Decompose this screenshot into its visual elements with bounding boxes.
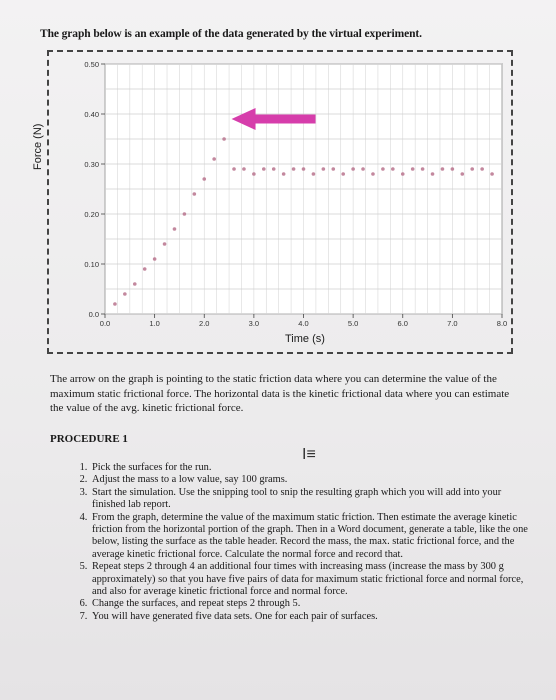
x-tick-label: 3.0	[248, 319, 260, 328]
data-point	[282, 172, 286, 176]
data-point	[163, 242, 167, 246]
x-tick-label: 7.0	[447, 319, 458, 328]
data-point	[312, 172, 316, 176]
data-point	[252, 172, 256, 176]
data-point	[133, 282, 137, 286]
step-item: 5. Repeat steps 2 through 4 an additional four times with increasing mass (increase the mass by 300 g approximately) so that you have five pairs of data for maximum static frictional force and normal force, and also for average kinetic frictional force and normal force.	[90, 561, 530, 598]
data-point	[411, 167, 415, 171]
data-point	[470, 167, 474, 171]
data-point	[202, 177, 206, 181]
data-point	[173, 227, 177, 231]
x-tick-label: 6.0	[397, 319, 408, 328]
x-tick-label: 4.0	[298, 319, 309, 328]
data-point	[461, 172, 465, 176]
data-point	[490, 172, 494, 176]
data-point	[113, 302, 117, 306]
y-tick-label: 0.40	[84, 110, 99, 119]
data-point	[292, 167, 296, 171]
data-point	[153, 257, 157, 261]
step-item: 6. Change the surfaces, and repeat steps 2 through 5.	[90, 598, 530, 610]
procedure-title: PROCEDURE 1	[50, 433, 128, 445]
data-point	[361, 167, 365, 171]
data-point	[222, 137, 226, 141]
y-tick-label: 0.10	[84, 260, 99, 269]
step-item: 3. Start the simulation. Use the snipping tool to snip the resulting graph which you will add into your finished lab report.	[90, 487, 530, 512]
data-point	[331, 167, 335, 171]
data-point	[391, 167, 395, 171]
data-point	[341, 172, 345, 176]
data-point	[451, 167, 455, 171]
y-tick-label: 0.0	[88, 310, 99, 319]
data-point	[381, 167, 385, 171]
y-tick-label: 0.30	[84, 160, 99, 169]
step-item: 2. Adjust the mass to a low value, say 100 grams.	[90, 474, 530, 486]
y-tick-label: 0.50	[84, 60, 99, 69]
data-point	[322, 167, 326, 171]
x-tick-label: 1.0	[149, 319, 160, 328]
explanation-paragraph: The arrow on the graph is pointing to the static friction data where you can determine the value of the maximum static frictional force. The horizontal data is the kinetic frictional data where you can estimate the value of the avg. kinetic frictional force.	[50, 373, 510, 414]
data-point	[441, 167, 445, 171]
data-point	[480, 167, 484, 171]
data-point	[212, 157, 216, 161]
data-point	[431, 172, 435, 176]
data-point	[421, 167, 425, 171]
data-point	[401, 172, 405, 176]
data-point	[232, 167, 236, 171]
intro-text: The graph below is an example of the data generated by the virtual experiment.	[40, 28, 422, 40]
step-item: 1. Pick the surfaces for the run.	[90, 462, 530, 474]
chart-y-label: Force (N)	[32, 123, 44, 170]
x-tick-label: 8.0	[496, 319, 508, 328]
data-point	[193, 192, 197, 196]
procedure-steps	[72, 462, 530, 623]
force-time-chart	[47, 50, 513, 354]
step-item: 7. You will have generated five data sets. One for each pair of surfaces.	[90, 611, 530, 623]
x-tick-label: 0.0	[99, 319, 111, 328]
text-cursor-icon: I≡	[302, 446, 316, 463]
data-point	[302, 167, 306, 171]
data-point	[143, 267, 147, 271]
data-point	[183, 212, 187, 216]
data-point	[272, 167, 276, 171]
data-point	[262, 167, 266, 171]
data-point	[371, 172, 375, 176]
step-item: 4. From the graph, determine the value of the maximum static friction. Then estimate the average kinetic friction from the horizontal portion of the graph. Then in a Word document, generate a table, like the one below, listing the surface as the table header. Record the mass, the max. static frictional force, and the average kinetic frictional force. Calculate the normal force and record that.	[90, 512, 530, 562]
data-point	[123, 292, 127, 296]
y-tick-label: 0.20	[84, 210, 99, 219]
chart-x-label: Time (s)	[285, 333, 325, 345]
x-tick-label: 5.0	[347, 319, 359, 328]
annotation-arrow-shaft	[254, 115, 316, 124]
x-tick-label: 2.0	[199, 319, 210, 328]
data-point	[351, 167, 355, 171]
data-point	[242, 167, 246, 171]
